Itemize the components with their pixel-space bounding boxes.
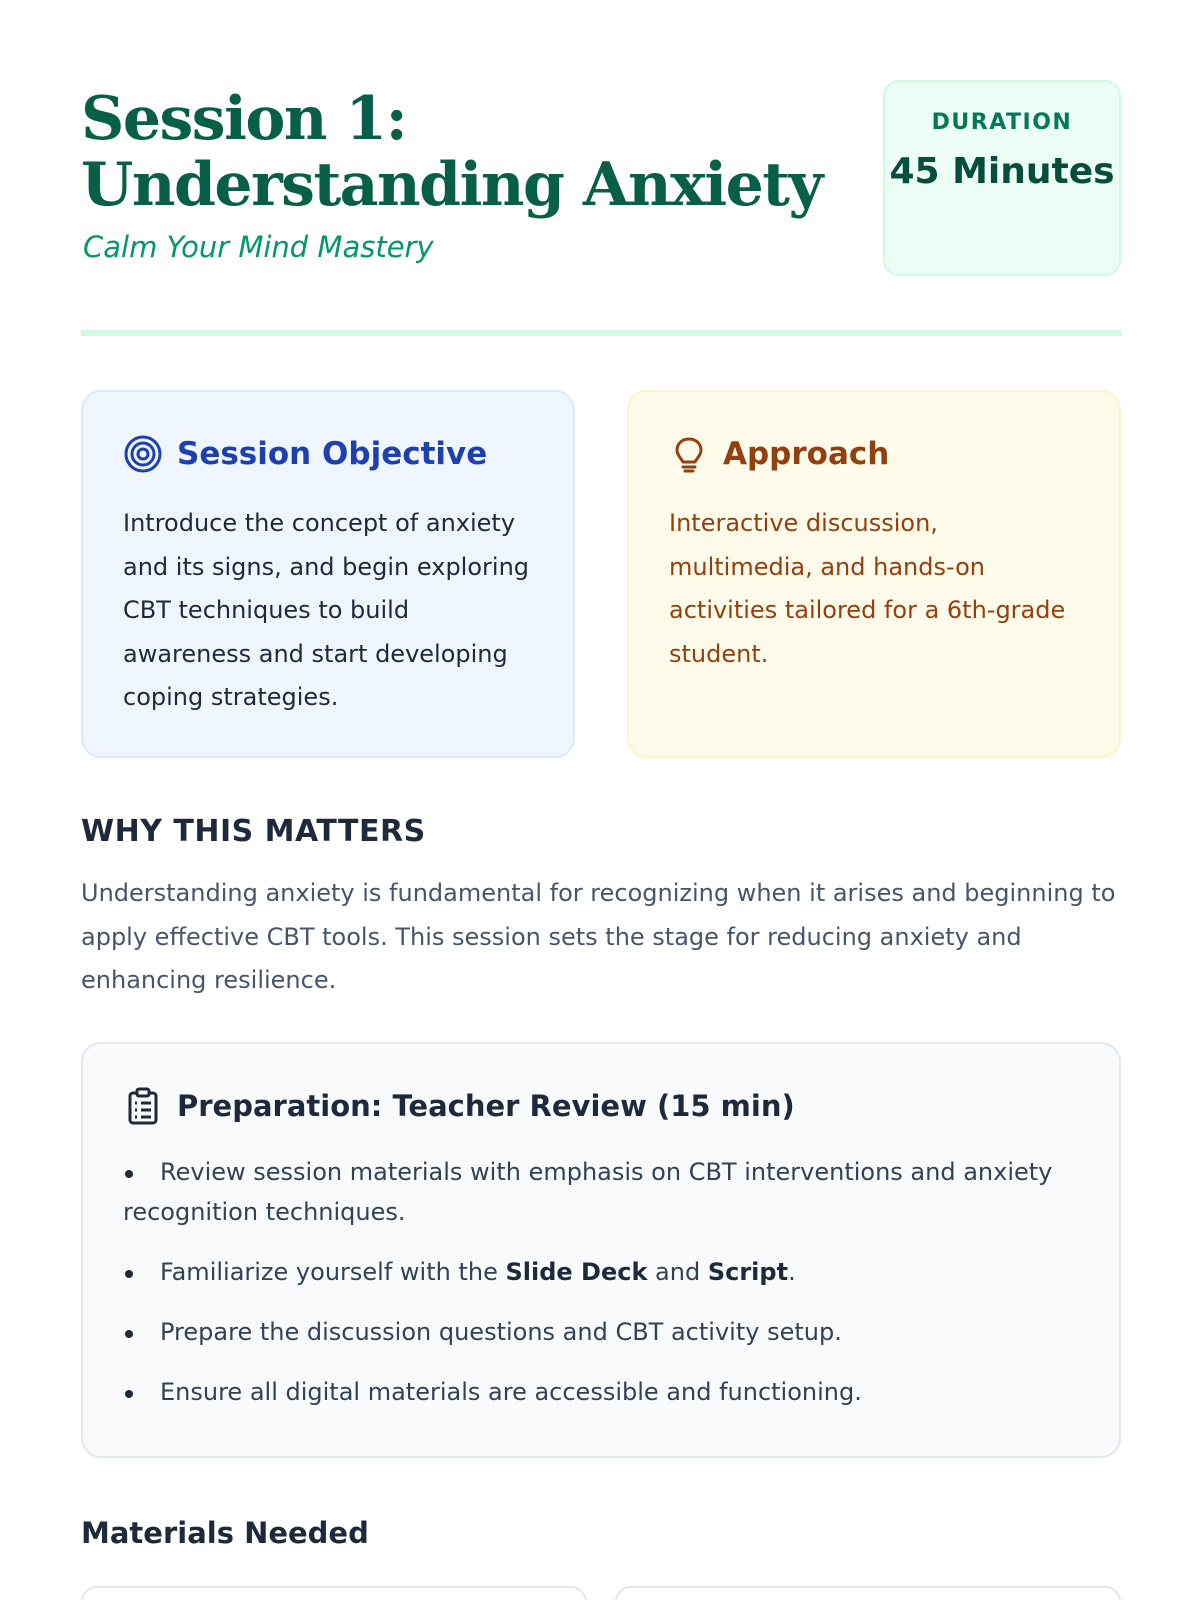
why-text: Understanding anxiety is fundamental for recognizing when it arises and beginning to apply effective CBT tools. This session sets the stage for reducing anxiety and enhancing resilience. bbox=[81, 879, 1116, 994]
approach-text: Interactive discussion, multimedia, and hands-on activities tailored for a 6th-grade student. bbox=[669, 509, 1066, 668]
list-item: Ensure all digital materials are accessible and functioning. bbox=[123, 1372, 1079, 1412]
lightbulb-icon bbox=[669, 434, 709, 474]
slide-deck-label: Slide Deck bbox=[505, 1258, 648, 1286]
list-item-text: and bbox=[647, 1258, 708, 1286]
preparation-list bbox=[123, 1152, 1079, 1412]
approach-title: Approach bbox=[723, 436, 890, 472]
list-item bbox=[123, 1252, 1079, 1292]
duration-label: DURATION bbox=[931, 110, 1073, 135]
objective-header bbox=[123, 432, 533, 476]
why-heading: WHY THIS MATTERS bbox=[81, 814, 426, 849]
target-icon bbox=[123, 434, 163, 474]
objective-text: Introduce the concept of anxiety and its signs, and begin exploring CBT techniques to build awareness and start developing coping strategies. bbox=[123, 509, 530, 711]
preparation-header bbox=[123, 1084, 1079, 1128]
material-card bbox=[615, 1586, 1121, 1600]
materials-heading: Materials Needed bbox=[81, 1516, 369, 1550]
duration-value: 45 Minutes bbox=[889, 151, 1115, 192]
script-label: Script bbox=[707, 1258, 789, 1286]
page-title: Session 1: Understanding Anxiety bbox=[81, 84, 822, 220]
objective-card bbox=[81, 390, 575, 758]
list-item-text: . bbox=[788, 1258, 796, 1286]
clipboard-icon bbox=[123, 1086, 163, 1126]
duration-badge bbox=[883, 80, 1121, 276]
objective-title: Session Objective bbox=[177, 436, 488, 472]
material-card bbox=[81, 1586, 587, 1600]
approach-card bbox=[627, 390, 1121, 758]
session-header bbox=[81, 80, 1121, 280]
list-item-text: Familiarize yourself with the bbox=[160, 1258, 506, 1286]
preparation-title: Preparation: Teacher Review (15 min) bbox=[177, 1089, 795, 1123]
list-item: Review session materials with emphasis on CBT interventions and anxiety recognition techniques. bbox=[123, 1152, 1079, 1232]
header-divider bbox=[81, 330, 1121, 336]
list-item: Prepare the discussion questions and CBT activity setup. bbox=[123, 1312, 1079, 1352]
approach-header bbox=[669, 432, 1079, 476]
page-subtitle: Calm Your Mind Mastery bbox=[83, 230, 434, 264]
preparation-box bbox=[81, 1042, 1121, 1458]
